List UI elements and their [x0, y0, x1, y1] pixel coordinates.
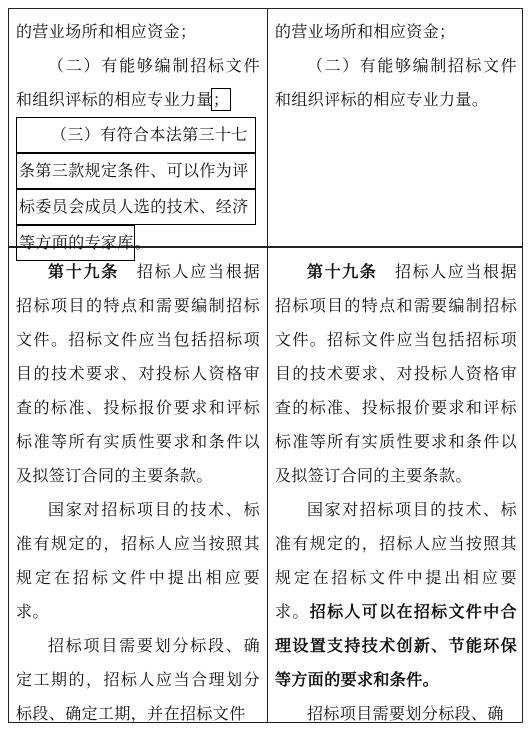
article-paragraph: 招标项目需要划分标段、确定工期的，招标人应当合理划分标段、确定工期，并在招标文件 [16, 636, 260, 723]
comparison-table [8, 8, 523, 723]
added-text: 招标人可以在招标文件中合理设置支持技术创新、节能环保等方面的要求和条件。 [275, 602, 517, 689]
cell-original-top [9, 15, 267, 252]
cell-original-article-19 [9, 255, 267, 725]
boxed-line: 标委员会成员人选的技术、经济 [16, 189, 256, 225]
article-paragraph: 国家对招标项目的技术、标准有规定的，招标人应当按照其规定在招标文件中提出相应要求。 [16, 500, 260, 621]
clause-three [16, 117, 260, 261]
article-paragraph: 第十九条 招标人应当根据招标项目的特点和需要编制招标文件。招标文件应当包括招标项目的技术要求、对投标人资格审查的标准、投标报价要求和评标标准等所有实质性要求和条件以及拟签订合同的主要条款。 [275, 262, 517, 485]
text-line: 的营业场所和相应资金； [16, 22, 197, 41]
cell-revised-article-19 [268, 255, 524, 725]
article-heading: 第十九条 [307, 262, 378, 281]
text-line: 的营业场所和相应资金； [275, 22, 456, 41]
boxed-line: 条第三款规定条件、可以作为评 [16, 153, 256, 189]
article-paragraph: 国家对招标项目的技术、标准有规定的，招标人应当按照其规定在招标文件中提出相应要求。招标人可以在招标文件中合理设置支持技术创新、节能环保等方面的要求和条件。 [275, 500, 517, 689]
boxed-line: （三）有符合本法第三十七 [16, 117, 256, 153]
article-heading: 第十九条 [48, 262, 120, 281]
revision-mark: ； [212, 90, 230, 109]
article-paragraph: 招标项目需要划分标段、确 [307, 704, 504, 723]
cell-revised-top [268, 15, 524, 245]
boxed-last-line: 等方面的专家库。 [16, 225, 260, 261]
clause-two: （二）有能够编制招标文件和组织评标的相应专业力量； [16, 56, 260, 109]
clause-two: （二）有能够编制招标文件和组织评标的相应专业力量。 [275, 56, 517, 109]
article-paragraph: 第十九条 招标人应当根据招标项目的特点和需要编制招标文件。招标文件应当包括招标项目的技术要求、对投标人资格审查的标准、投标报价要求和评标标准等所有实质性要求和条件以及拟签订合同的主要条款。 [16, 262, 260, 485]
